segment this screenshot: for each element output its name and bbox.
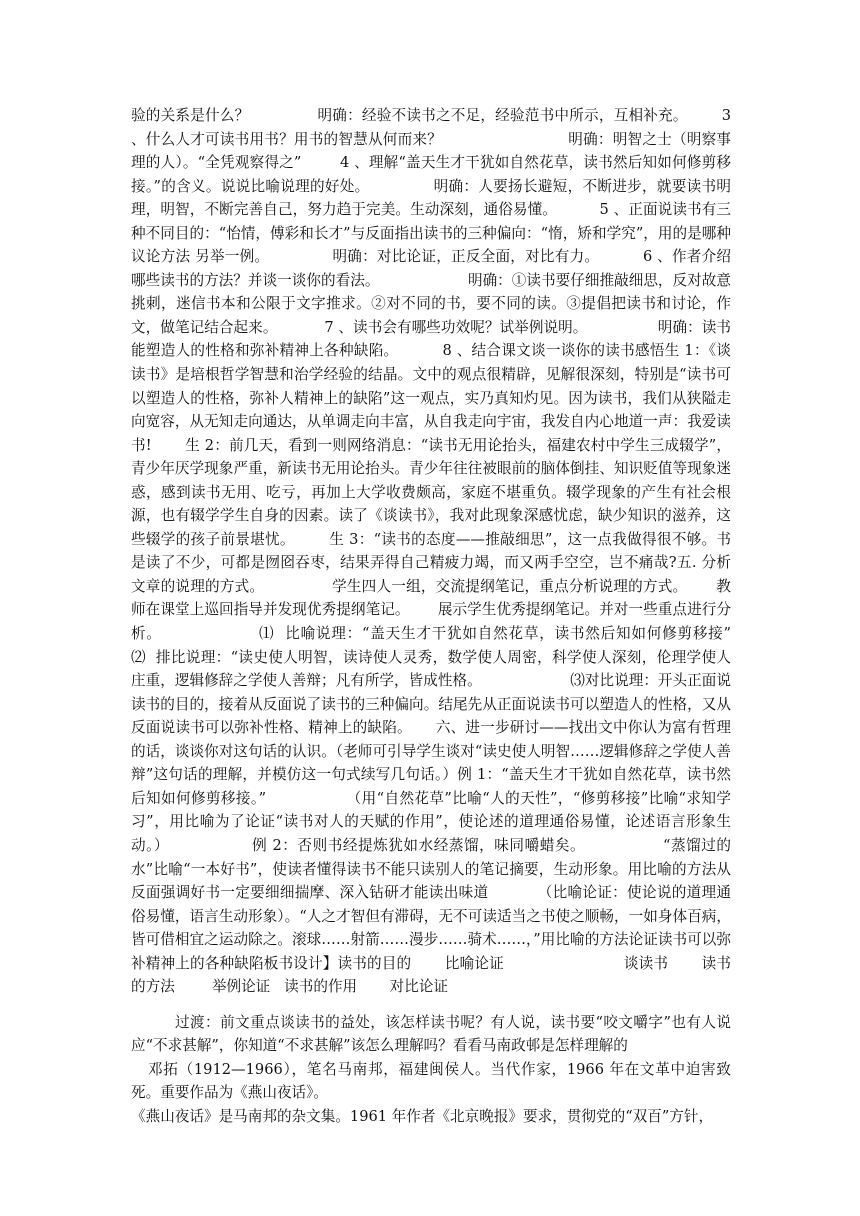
main-paragraph: 验的关系是什么？ 明确：经验不读书之不足，经验范书中所示，互相补充。 3 、什么人才可读书用书？用书的智慧从何而来？ 明确：明智之士（明察事理的人）。“全凭观察得之” 4 、理解“盖天生才干犹如自然花草，读书然后知如何修剪移接。”的含义。说说比喻说理的好处。 明确：人要扬长避短，不断进步，就要读书明理，明智，不断完善自己，努力趋于完美。生动深刻，通俗易懂。 5 、正面说读书有三种不同目的：“怡情，傅彩和长才”与反面指出读书的三种偏向：“惰，矫和学究”，用的是哪种议论方法 另举一例。 明确：对比论证，正反全面，对比有力。 6 、作者介绍哪些读书的方法？并谈一谈你的看法。 明确：①读书要仔细推敲细思，反对故意挑刺，迷信书本和公限于文字推求。②对不同的书，要不同的读。③提倡把读书和讨论，作文，做笔记结合起来。 7 、读书会有哪些功效呢？试举例说明。 明确：读书能塑造人的性格和弥补精神上各种缺陷。 8 、结合课文谈一谈你的读书感悟生 1：《谈读书》是培根哲学智慧和治学经验的结晶。文中的观点很精辟，见解很深刻，特别是“读书可以塑造人的性格，弥补人精神上的缺陷”这一观点，实乃真知灼见。因为读书，我们从狭隘走向宽容，从无知走向通达，从单调走向丰富，从自我走向宇宙，我发自内心地道一声：我爱读书! 生 2：前几天，看到一则网络消息：“读书无用论抬头，福建农村中学生三成辍学”，青少年厌学现象严重，新读书无用论抬头。青少年往往被眼前的脑体倒挂、知识贬值等现象迷惑，感到读书无用、吃亏，再加上大学收费颇高，家庭不堪重负。辍学现象的产生有社会根源，也有辍学学生自身的因素。读了《谈读书》，我对此现象深感忧虑，缺少知识的滋养，这些辍学的孩子前景堪忧。 生 3：“读书的态度——推敲细思”，这一点我做得很不够。书是读了不少，可都是囫囵吞枣，结果弄得自己精疲力竭，而又两手空空，岂不痛哉?五. 分析文章的说理的方式。 学生四人一组，交流提纲笔记，重点分析说理的方式。 教师在课堂上巡回指导并发现优秀提纲笔记。 展示学生优秀提纲笔记。并对一些重点进行分析。 ⑴ 比喻说理：“盖天生才干犹如自然花草，读书然后知如何修剪移接” ⑵ 排比说理：“读史使人明智，读诗使人灵秀，数学使人周密，科学使人深刻，伦理学使人庄重，逻辑修辞之学使人善辩；凡有所学，皆成性格。 ⑶对比说理：开头正面说读书的目的，接着从反面说了读书的三种偏向。结尾先从正面说读书可以塑造人的性格，又从反面说读书可以弥补性格、精神上的缺陷。 六、进一步研讨——找出文中你认为富有哲理的话，谈谈你对这句话的认识。（老师可引导学生谈对“读史使人明智……逻辑修辞之学使人善辩”这句话的理解，并模仿这一句式续写几句话。）例 1：“盖天生才干犹如自然花草，读书然后知如何修剪移接。” （用“自然花草”比喻“人的天性”，“修剪移接”比喻“求知学习”，用比喻为了论证“读书对人的天赋的作用”，使论述的道理通俗易懂，论述语言形象生动。） 例 2：否则书经提炼犹如水经蒸馏，味同嚼蜡矣。 “蒸馏过的水”比喻“一本好书”，使读者懂得读书不能只读别人的笔记摘要，生动形象。用比喻的方法从反面强调好书一定要细细揣摩、深入钻研才能读出味道 （比喻论证：使论说的道理通俗易懂，语言生动形象）。“人之才智但有滞碍，无不可读适当之书使之顺畅，一如身体百病，皆可借相宜之运动除之。滚球……射箭……漫步……骑术……，”用比喻的方法论证读书可以弥补精神上的各种缺陷板书设计】读书的目的 比喻论证 谈读书 读书的方法 举例论证 读书的作用 对比论证 — [131, 107, 806, 996]
document-body — [131, 104, 806, 1129]
author-intro-paragraph: 邓拓（1912—1966），笔名马南邦，福建闽侯人。当代作家，1966 年在文革中迫害致死。重要作品为《燕山夜话》。 — [131, 1060, 731, 1102]
book-intro-paragraph: 《燕山夜话》是马南邦的杂文集。1961 年作者《北京晚报》要求，贯彻党的“双百”方针， — [131, 1107, 714, 1125]
transition-paragraph: 过渡：前文重点谈读书的益处，该怎样读书呢？有人说，读书要“咬文嚼字”也有人说应“不求甚解”，你知道“不求甚解”该怎么理解吗？看看马南政邨是怎样理解的 — [131, 1013, 731, 1055]
